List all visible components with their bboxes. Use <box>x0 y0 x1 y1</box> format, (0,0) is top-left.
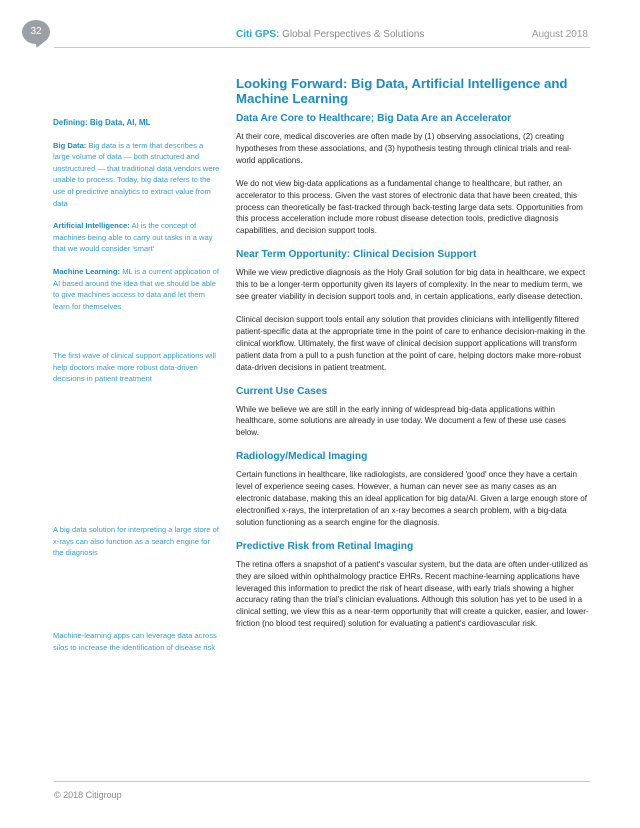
paragraph: We do not view big-data applications as a fundamental change to healthcare, but rather, an accelerator to this process. Given the vast stores of electronic data that have been created, this process can theoretically be fast-tracked through back-testing large data sets. Opportunities from this process acceleration include more robust disease detection tools, predictive diagnosis capabilities, and decision support tools. <box>236 178 583 236</box>
definition-big-data <box>53 140 221 210</box>
sidebar-callout-xray: A big data solution for interpreting a large store of x-rays can also function as a search engine for the diagnosis <box>53 525 219 558</box>
publication-title <box>236 29 424 40</box>
brand-name: Citi GPS: <box>236 29 280 40</box>
paragraph: While we believe we are still in the early inning of widespread big-data applications within healthcare, some solutions are already in use today. We document a few of these use cases below. <box>236 404 566 438</box>
section-heading-retinal: Predictive Risk from Retinal Imaging <box>236 540 414 552</box>
section-heading-near-term: Near Term Opportunity: Clinical Decision Support <box>236 249 477 261</box>
definition-text: ML is a current application of AI based around the idea that we should be able to give machines access to data and let them learn for themselves <box>53 266 220 311</box>
sidebar-callout-clinical: The first wave of clinical support applications will help doctors make more robust data-driven decisions in patient treatment <box>53 351 216 384</box>
section-heading-radiology: Radiology/Medical Imaging <box>236 451 368 463</box>
page-header <box>0 0 640 62</box>
article-title: Looking Forward: Big Data, Artificial Intelligence and Machine Learning <box>236 76 568 106</box>
definition-term: Artificial Intelligence: <box>53 221 130 231</box>
definition-text: AI is the concept of machines being able to carry out tasks in a way that we would consider 'smart' <box>53 221 213 254</box>
main-article <box>236 76 590 641</box>
paragraph: Certain functions in healthcare, like radiologists, are considered 'good' once they have a certain level of experience seeing cases. However, a human can never see as many cases as an electronic database, making this an ideal application for big data/AI. Given a large enough store of electronified x-rays, the interpretation of an x-ray becomes a search problem, with a big-data solution functioning as a search engine for the diagnosis. <box>236 470 587 527</box>
page-number-badge: 32 <box>22 20 50 44</box>
sidebar-heading: Defining: Big Data, AI, ML <box>53 118 151 127</box>
definition-term: Big Data: <box>53 140 87 150</box>
definition-text: Big data is a term that describes a large volume of data — both structured and unstructured — that traditional data vendors were unable to process. Today, big data refers to the use of predictive analytics to extract value from data <box>53 140 220 208</box>
paragraph: At their core, medical discoveries are often made by (1) observing associations, (2) creating hypotheses from these associations, and (3) hypothesis testing through clinical trials and real-world applications. <box>236 132 572 165</box>
publication-date: August 2018 <box>531 29 588 40</box>
footer-copyright: © 2018 Citigroup <box>54 790 122 800</box>
definition-term: Machine Learning: <box>53 266 121 276</box>
paragraph: While we view predictive diagnosis as the Holy Grail solution for big data in healthcare, we expect this to be a longer-term opportunity given its layers of complexity. In the near to medium term, we see greater viability in decision support tools and, in certain applications, early disease detection. <box>236 268 586 302</box>
paragraph: The retina offers a snapshot of a patient's vascular system, but the data are often under-utilized as they are siloed within ophthalmology practice EHRs. Recent machine-learning applications have leveraged this information to predict the risk of heart disease, with early trials showing a higher accuracy rating than the trial's clinician evaluations. Although this solution has yet to be used in a clinical setting, we view this as a near-term opportunity that will create a quicker, easier, and lower-friction (no blood test required) solution for evaluating a patient's cardiovascular risk. <box>236 559 589 629</box>
section-heading-use-cases: Current Use Cases <box>236 385 328 397</box>
sidebar-callout-retina: Machine-learning apps can leverage data across silos to increase the identification of disease risk <box>53 631 217 652</box>
sidebar-notes <box>53 117 221 652</box>
definition-ai <box>53 220 221 255</box>
header-divider <box>54 47 590 48</box>
section-heading-core: Data Are Core to Healthcare; Big Data Are an Accelerator <box>236 113 512 124</box>
footer-divider <box>54 781 590 782</box>
definition-ml <box>53 266 221 312</box>
paragraph: Clinical decision support tools entail any solution that provides clinicians with intelligently filtered patient-specific data at the appropriate time in the point of care to enhance decision-making in the clinical workflow. Ultimately, the first wave of clinical decision support applications will transform patient data from a pull to a push function at the point of care, helping doctors make more-robust data-driven decisions in patient treatment. <box>236 314 586 372</box>
publication-subtitle: Global Perspectives & Solutions <box>279 29 425 40</box>
